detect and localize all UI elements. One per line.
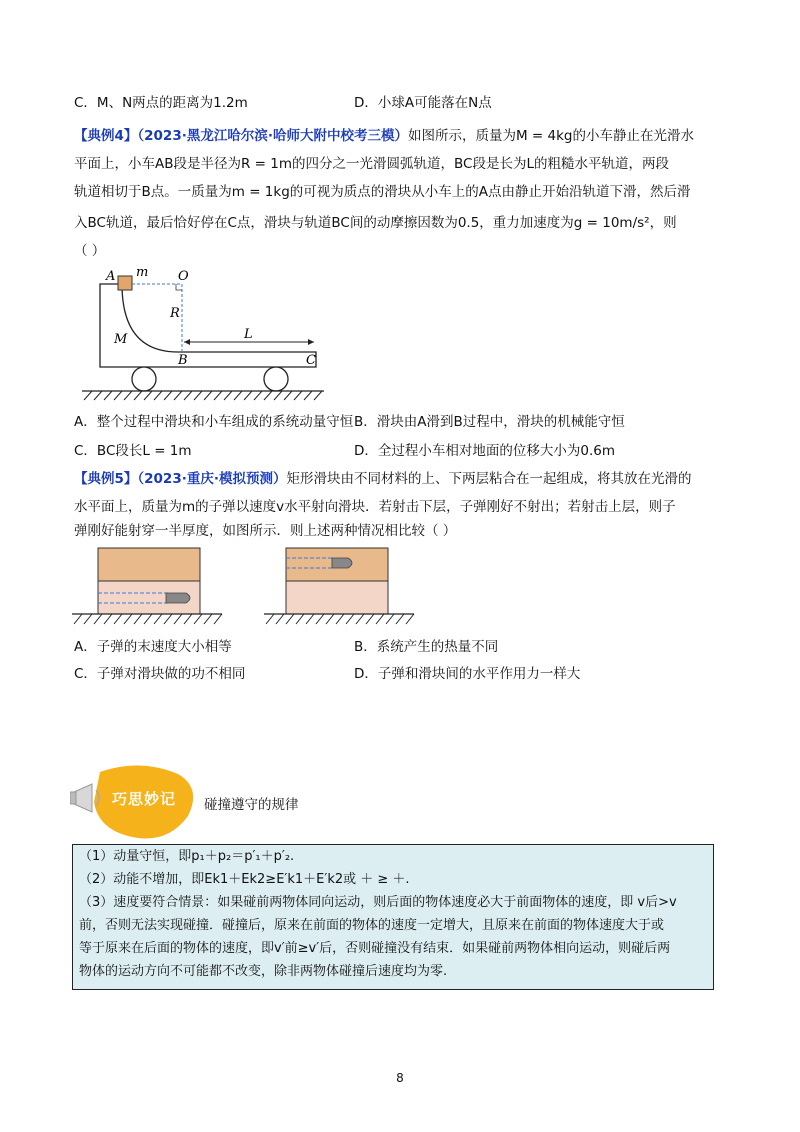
megaphone-icon (70, 784, 99, 812)
example4-line4: 入BC轨道，最后恰好停在C点，滑块与轨道BC间的动摩擦因数为0.5，重力加速度为g = 10m/s²，则 (74, 215, 677, 231)
label-b: B (178, 353, 188, 368)
ex5-option-b: B．系统产生的热量不同 (354, 639, 499, 655)
label-a: A (106, 269, 116, 284)
cart-body (100, 284, 316, 367)
cart-figure (78, 262, 328, 402)
label-c: C (306, 353, 316, 368)
example4-tag: 【典例4】（2023·黑龙江哈尔滨·哈师大附中校考三模） (74, 128, 408, 144)
ex4-option-c: C．BC段长L = 1m (74, 443, 192, 459)
example5-line1 (74, 468, 714, 490)
option-d: D．小球A可能落在N点 (354, 95, 492, 111)
ex4-option-b: B．滑块由A滑到B过程中，滑块的机械能守恒 (354, 414, 625, 430)
left-block-upper (98, 548, 200, 581)
bullet-block-figure (72, 546, 422, 632)
ex5-option-a: A．子弹的末速度大小相等 (74, 639, 232, 655)
left-bullet (166, 593, 190, 603)
right-angle-mark (176, 284, 182, 290)
tip-row-2: （2）动能不增加，即Ek1＋Ek2≥E′k1＋E′k2或 ＋ ≥ ＋. (79, 872, 410, 887)
example5-tag: 【典例5】（2023·重庆·模拟预测） (74, 471, 287, 487)
ex4-option-a: A．整个过程中滑块和小车组成的系统动量守恒 (74, 414, 354, 430)
wheel-right (264, 367, 288, 391)
ground-hatch (84, 391, 322, 400)
tip-row-4: 前，否则无法实现碰撞．碰撞后，原来在前面的物体的速度一定增大，且原来在前面的物体速度大于或 (79, 918, 665, 933)
example5-line3: 弹刚好能射穿一半厚度，如图所示．则上述两种情况相比较（ ） (74, 523, 457, 539)
label-r: R (170, 306, 180, 321)
example4-line1 (74, 125, 714, 147)
label-big-m: M (114, 332, 128, 347)
tip-box (72, 844, 714, 990)
example5-line2: 水平面上，质量为m的子弹以速度v水平射向滑块．若射击下层，子弹刚好不射出；若射击上层，则子 (74, 499, 676, 515)
label-o: O (178, 269, 189, 284)
tip-title: 碰撞遵守的规律 (204, 797, 299, 813)
tip-row-1: （1）动量守恒，即p₁＋p₂＝p′₁＋p′₂. (79, 849, 295, 864)
wheel-left (132, 367, 156, 391)
ground-hatch-2 (74, 614, 414, 624)
label-m: m (136, 265, 149, 280)
label-l: L (244, 327, 253, 342)
example4-line1-text: 如图所示，质量为M = 4kg的小车静止在光滑水 (407, 128, 695, 144)
slider-block (118, 276, 132, 290)
right-block-lower (286, 581, 388, 614)
ex4-option-d: D．全过程小车相对地面的位移大小为0.6m (354, 443, 616, 459)
tip-row-3: （3）速度要符合情景：如果碰前两物体同向运动，则后面的物体速度必大于前面物体的速度，即 v后>v (79, 895, 677, 910)
tip-badge-label: 巧思妙记 (112, 790, 177, 808)
example4-line3: 轨道相切于B点。一质量为m = 1kg的可视为质点的滑块从小车上的A点由静止开始沿轨道下滑，然后滑 (74, 184, 691, 200)
tip-row-5: 等于原来在后面的物体的速度，即v′前≥v′后，否则碰撞没有结束．如果碰前两物体相向运动，则碰后两 (79, 941, 671, 956)
ex5-option-d: D．子弹和滑块间的水平作用力一样大 (354, 666, 581, 682)
option-c: C．M、N两点的距离为1.2m (74, 95, 248, 111)
page-number: 8 (396, 1071, 404, 1085)
ex5-option-c: C．子弹对滑块做的功不相同 (74, 666, 246, 682)
example4-blank: （ ） (74, 243, 106, 259)
right-bullet (332, 558, 352, 568)
tip-row-6: 物体的运动方向不可能都不改变，除非两物体碰撞后速度均为零. (79, 964, 448, 979)
example4-line2: 平面上，小车AB段是半径为R = 1m的四分之一光滑圆弧轨道，BC段是长为L的粗糙水平轨道，两段 (74, 156, 669, 172)
example5-line1-text: 矩形滑块由不同材料的上、下两层粘合在一起组成，将其放在光滑的 (286, 471, 692, 487)
